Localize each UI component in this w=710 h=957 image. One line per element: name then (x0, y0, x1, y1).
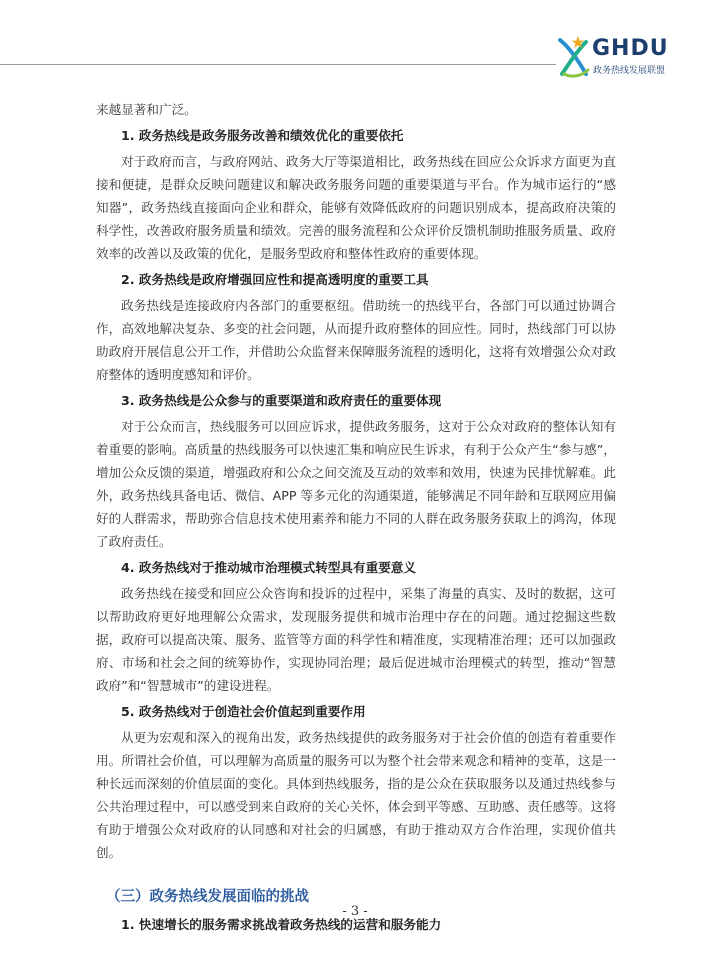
section-2-paragraph: 政务热线是连接政府内各部门的重要枢纽。借助统一的热线平台，各部门可以通过协调合作，高效地解决复杂、多变的社会问题，从而提升政府整体的回应性。同时，热线部门可以协助政府开展信息公开工作，并借助公众监督来保障服务流程的透明化，这将有效增强公众对政府整体的透明度感知和评价。 (96, 298, 616, 382)
chapter-three-first-heading: 1. 快速增长的服务需求挑战着政务热线的运营和服务能力 (121, 917, 442, 932)
logo-emblem-icon (556, 34, 592, 78)
document-body (96, 98, 616, 939)
header-rule (0, 64, 556, 65)
logo-title: GHDU (592, 36, 669, 61)
logo-subtitle: 政务热线发展联盟 (593, 66, 666, 76)
section-1-paragraph: 对于政府而言，与政府网站、政务大厅等渠道相比，政务热线在回应公众诉求方面更为直接和便捷，是群众反映问题建议和解决政务服务问题的重要渠道与平台。作为城市运行的“感知器”，政务热线直接面向企业和群众，能够有效降低政府的问题识别成本，提高政府决策的科学性，改善政府服务质量和绩效。完善的服务流程和公众评价反馈机制助推服务质量、政府效率的改善以及政策的优化，是服务型政府和整体性政府的重要体现。 (96, 154, 616, 261)
ghdu-logo (556, 34, 696, 84)
continuation-text: 来越显著和广泛。 (96, 102, 197, 117)
section-3-heading: 3. 政务热线是公众参与的重要渠道和政府责任的重要体现 (121, 393, 442, 408)
section-4-heading: 4. 政务热线对于推动城市治理模式转型具有重要意义 (121, 560, 416, 575)
chapter-three-title: （三）政务热线发展面临的挑战 (106, 889, 309, 905)
section-4-paragraph: 政务热线在接受和回应公众咨询和投诉的过程中，采集了海量的真实、及时的数据，这可以帮助政府更好地理解公众需求，发现服务提供和城市治理中存在的问题。通过挖掘这些数据，政府可以提高决策、服务、监管等方面的科学性和精准度，实现精准治理；还可以加强政府、市场和社会之间的统筹协作，实现协同治理；最后促进城市治理模式的转型，推动“智慧政府”和“智慧城市”的建设进程。 (96, 586, 616, 693)
section-3-paragraph: 对于公众而言，热线服务可以回应诉求，提供政务服务，这对于公众对政府的整体认知有着重要的影响。高质量的热线服务可以快速汇集和响应民生诉求，有利于公众产生“参与感”，增加公众反馈的渠道，增强政府和公众之间交流及互动的效率和效用，快速为民排忧解难。此外，政务热线具备电话、微信、APP 等多元化的沟通渠道，能够满足不同年龄和互联网应用偏好的人群需求，帮助弥合信息技术使用素养和能力不同的人群在政务服务获取上的鸿沟，体现了政府责任。 (96, 419, 616, 549)
section-5-heading: 5. 政务热线对于创造社会价值起到重要作用 (121, 704, 366, 719)
section-1-heading: 1. 政务热线是政务服务改善和绩效优化的重要依托 (121, 128, 404, 143)
section-2-heading: 2. 政务热线是政府增强回应性和提高透明度的重要工具 (121, 272, 429, 287)
section-5-paragraph: 从更为宏观和深入的视角出发，政务热线提供的政务服务对于社会价值的创造有着重要作用。所谓社会价值，可以理解为高质量的服务可以为整个社会带来观念和精神的变革，这是一种长远而深刻的价值层面的变化。具体到热线服务，指的是公众在获取服务以及通过热线参与公共治理过程中，可以感受到来自政府的关心关怀，体会到平等感、互助感、责任感等。这将有助于增强公众对政府的认同感和对社会的归属感，有助于推动双方合作治理，实现价值共创。 (96, 730, 616, 860)
page-number: - 3 - (342, 904, 368, 919)
